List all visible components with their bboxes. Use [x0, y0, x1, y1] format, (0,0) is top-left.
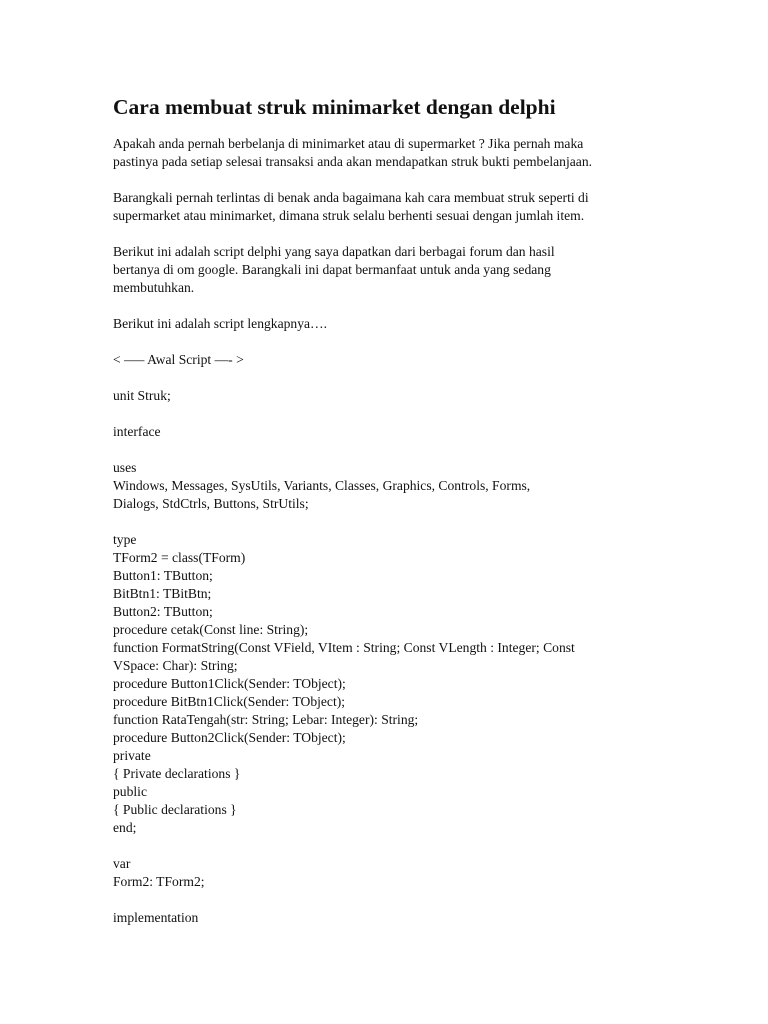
paragraph-intro: Apakah anda pernah berbelanja di minimarket atau di supermarket ? Jika pernah maka pastinya pada setiap selesai transaksi anda akan mendapatkan struk bukti pembelanjaan. [113, 136, 593, 169]
code-line: { Private declarations } [113, 766, 241, 781]
code-interface [113, 423, 733, 441]
code-line: uses [113, 460, 137, 475]
code-line: function RataTengah(str: String; Lebar: Integer): String; [113, 712, 419, 727]
paragraph-source: Berikut ini adalah script delphi yang saya dapatkan dari berbagai forum dan hasil bertanya di om google. Barangkali ini dapat bermanfaat untuk anda yang sedang membutuhkan. [113, 244, 555, 295]
paragraph-lead-in: Berikut ini adalah script lengkapnya…. [113, 316, 328, 331]
code-line: { Public declarations } [113, 802, 237, 817]
code-implementation [113, 909, 733, 927]
code-line: procedure Button1Click(Sender: TObject); [113, 676, 346, 691]
paragraph-question: Barangkali pernah terlintas di benak anda bagaimana kah cara membuat struk seperti di supermarket atau minimarket, dimana struk selalu berhenti sesuai dengan jumlah item. [113, 190, 589, 223]
code-line: implementation [113, 910, 199, 925]
code-line: unit Struk; [113, 388, 171, 403]
code-line: procedure Button2Click(Sender: TObject); [113, 730, 346, 745]
code-line: function FormatString(Const VField, VItem : String; Const VLength : Integer; Const [113, 640, 575, 655]
code-unit [113, 387, 733, 405]
code-line: private [113, 748, 151, 763]
code-line: Button2: TButton; [113, 604, 213, 619]
code-line: Dialogs, StdCtrls, Buttons, StrUtils; [113, 496, 309, 511]
code-line: procedure BitBtn1Click(Sender: TObject); [113, 694, 346, 709]
code-line: Button1: TButton; [113, 568, 213, 583]
code-line: end; [113, 820, 137, 835]
code-uses [113, 459, 733, 513]
document-title: Cara membuat struk minimarket dengan delphi [113, 95, 556, 119]
code-line: TForm2 = class(TForm) [113, 550, 246, 565]
code-line: var [113, 856, 131, 871]
code-var [113, 855, 733, 891]
code-line: public [113, 784, 147, 799]
code-type [113, 531, 733, 837]
code-line: Windows, Messages, SysUtils, Variants, Classes, Graphics, Controls, Forms, [113, 478, 531, 493]
code-line: BitBtn1: TBitBtn; [113, 586, 212, 601]
paragraph-script-start: < —– Awal Script —- > [113, 352, 244, 367]
code-line: Form2: TForm2; [113, 874, 205, 889]
document-page [113, 93, 733, 945]
code-line: VSpace: Char): String; [113, 658, 238, 673]
code-line: procedure cetak(Const line: String); [113, 622, 309, 637]
code-line: type [113, 532, 137, 547]
code-line: interface [113, 424, 161, 439]
